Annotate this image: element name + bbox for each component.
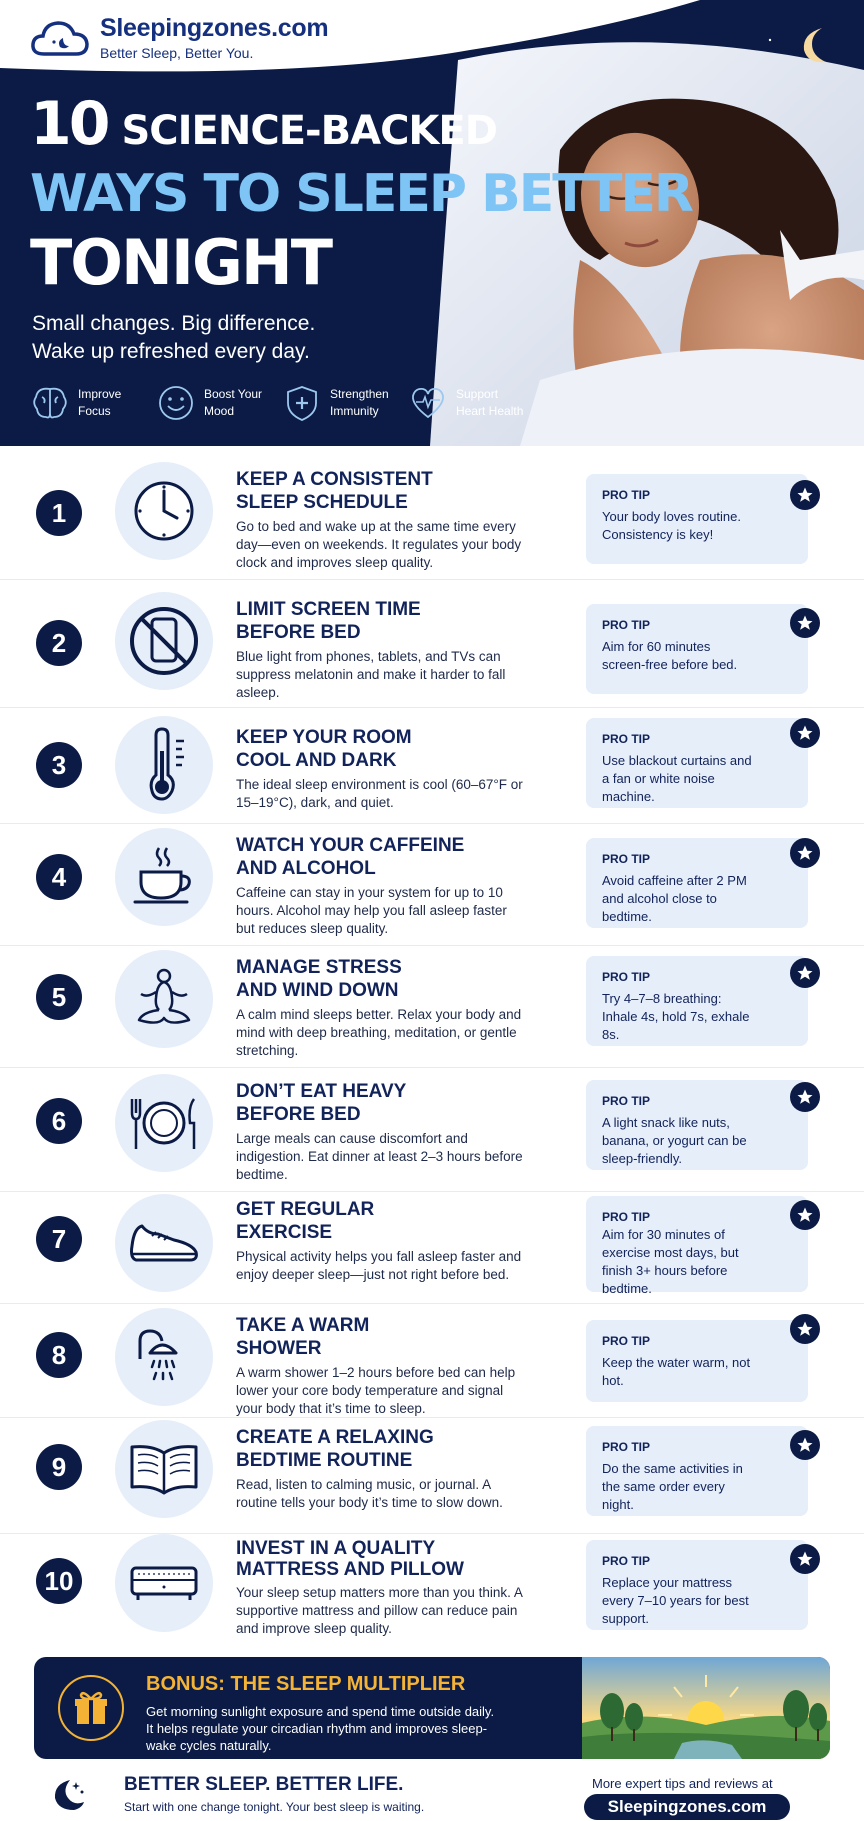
bonus-banner [34,1657,830,1759]
coffee-cup-icon [129,842,199,912]
tip-icon-circle [115,1194,213,1292]
pro-tip-label: PRO TIP [602,1554,651,1568]
brand-logo[interactable] [30,14,328,61]
benefit-mood [156,383,266,423]
benefit-focus-line2: Focus [78,404,111,418]
pro-tip-card [586,1320,808,1402]
star-icon [790,1200,820,1230]
tip-title-line1: INVEST IN A QUALITY [236,1538,436,1559]
tip-title-line2: AND ALCOHOL [236,858,376,879]
tip-title-line1: KEEP YOUR ROOM [236,727,412,748]
shield-icon [282,383,322,423]
pro-tip-card [586,1540,808,1630]
benefit-immunity-line1: Strengthen [330,387,389,401]
tip-title-line2: MATTRESS AND PILLOW [236,1559,464,1580]
tip-item [0,1534,864,1642]
tip-title-line2: EXERCISE [236,1222,333,1243]
pro-tip-label: PRO TIP [602,618,651,632]
meditation-icon [129,964,199,1034]
pro-tip-card [586,956,808,1046]
benefit-mood-line1: Boost Your [204,387,263,401]
tip-item [0,708,864,824]
tip-description: Physical activity helps you fall asleep faster and enjoy deeper sleep—just not right before bed. [236,1249,522,1282]
tip-title-line2: BEDTIME ROUTINE [236,1450,413,1471]
hero-banner [0,0,864,446]
tip-item [0,1192,864,1304]
tip-number: 6 [36,1098,82,1144]
heart-icon [408,383,448,423]
mattress-icon [126,1558,202,1608]
tips-list [0,452,864,1642]
brand-name: Sleepingzones.com [100,14,329,42]
tip-title-line1: MANAGE STRESS [236,957,402,978]
star-icon [790,1314,820,1344]
footer-more-text: More expert tips and reviews at [592,1776,773,1791]
headline-line-3: TONIGHT [30,226,332,299]
benefit-immunity-line2: Immunity [330,404,379,418]
pro-tip-text: Aim for 60 minutes screen-free before bed. [602,639,738,672]
tip-title-line1: WATCH YOUR CAFFEINE [236,835,465,856]
pro-tip-card [586,604,808,694]
pro-tip-card [586,474,808,564]
smile-icon [156,383,196,423]
tip-number: 3 [36,742,82,788]
shower-icon [134,1325,194,1389]
crescent-moon-icon [796,24,836,68]
pro-tip-text: A light snack like nuts, banana, or yogurt can be sleep-friendly. [602,1115,747,1166]
benefits-row [30,383,536,423]
tip-item [0,1418,864,1534]
book-icon [126,1441,202,1497]
tip-item [0,452,864,580]
benefit-mood-line2: Mood [204,404,235,418]
clock-icon [129,476,199,546]
tip-description: A calm mind sleeps better. Relax your body and mind with deep breathing, meditation, or gentle stretching. [236,1007,522,1058]
star-icon [790,718,820,748]
footer-title: BETTER SLEEP. BETTER LIFE. [124,1774,404,1795]
hero-subtitle-line-1: Small changes. Big difference. [32,312,316,335]
hero-subtitle [32,310,315,366]
pro-tip-card [586,1080,808,1170]
tip-title-line2: SLEEP SCHEDULE [236,492,408,513]
tip-number: 7 [36,1216,82,1262]
pro-tip-card [586,1196,808,1296]
moon-stars-icon [48,1774,88,1814]
star-icon [790,1430,820,1460]
pro-tip-label: PRO TIP [602,1094,651,1108]
tip-number: 9 [36,1444,82,1490]
star-icon [790,1544,820,1574]
tip-description: A warm shower 1–2 hours before bed can help lower your core body temperature and signal your body that it’s time to sleep. [236,1365,516,1416]
tip-number: 10 [36,1558,82,1604]
bonus-title: BONUS: THE SLEEP MULTIPLIER [146,1673,466,1695]
pro-tip-label: PRO TIP [602,970,651,984]
tip-title-line1: TAKE A WARM [236,1315,370,1336]
headline-number: 10 [30,89,108,159]
tip-title-line2: BEFORE BED [236,622,361,643]
star-icon [790,480,820,510]
tip-title-line1: CREATE A RELAXING [236,1427,434,1448]
benefit-focus [30,383,140,423]
pro-tip-label: PRO TIP [602,852,651,866]
pro-tip-text: Use blackout curtains and a fan or white noise machine. [602,753,752,804]
pro-tip-label: PRO TIP [602,1334,651,1348]
tip-item [0,824,864,946]
tip-item [0,1304,864,1418]
pro-tip-card [586,718,808,808]
plate-icon [126,1093,202,1153]
brand-tagline: Better Sleep, Better You. [100,45,254,61]
footer-subtitle: Start with one change tonight. Your best sleep is waiting. [124,1800,425,1814]
tip-title-line1: GET REGULAR [236,1199,375,1220]
tip-description: The ideal sleep environment is cool (60–67°F or 15–19°C), dark, and quiet. [236,777,523,810]
pro-tip-text: Aim for 30 minutes of exercise most days, but finish 3+ hours before bedtime. [602,1227,739,1296]
tip-title-line1: LIMIT SCREEN TIME [236,599,421,620]
tip-description: Go to bed and wake up at the same time every day—even on weekends. It regulates your body clock and improves sleep quality. [236,519,522,570]
tip-number: 5 [36,974,82,1020]
pro-tip-text: Try 4–7–8 breathing: Inhale 4s, hold 7s, exhale 8s. [602,991,750,1042]
tip-number: 2 [36,620,82,666]
page-title [30,89,692,299]
tip-description: Large meals can cause discomfort and indigestion. Eat dinner at least 2–3 hours before bedtime. [236,1131,523,1182]
benefit-heart-line1: Support [456,387,499,401]
pro-tip-card [586,838,808,928]
tip-description: Caffeine can stay in your system for up to 10 hours. Alcohol may help you fall asleep faster but reduces sleep quality. [236,885,507,936]
pro-tip-label: PRO TIP [602,732,651,746]
no-phone-icon [126,603,202,679]
tip-description: Blue light from phones, tablets, and TVs can suppress melatonin and make it harder to fall asleep. [236,649,506,700]
pro-tip-text: Avoid caffeine after 2 PM and alcohol close to bedtime. [602,873,747,924]
pro-tip-text: Replace your mattress every 7–10 years for best support. [602,1575,749,1626]
tip-number: 4 [36,854,82,900]
pro-tip-text: Do the same activities in the same order every night. [602,1461,743,1512]
pro-tip-card [586,1426,808,1516]
pro-tip-label: PRO TIP [602,488,651,502]
tip-description: Your sleep setup matters more than you think. A supportive mattress and pillow can reduce pain and improve sleep quality. [236,1585,523,1636]
tip-icon-circle [115,462,213,560]
benefit-focus-line1: Improve [78,387,122,401]
tip-item [0,1068,864,1192]
headline-line-1: SCIENCE-BACKED [121,108,497,154]
tip-number: 1 [36,490,82,536]
benefit-heart [408,383,536,423]
tip-icon-circle [115,1308,213,1406]
pro-tip-text: Keep the water warm, not hot. [602,1355,751,1388]
tip-icon-circle [115,1534,213,1632]
thermometer-icon [134,727,194,803]
tip-title-line1: KEEP A CONSISTENT [236,469,433,490]
sneaker-icon [128,1218,200,1268]
tip-item [0,946,864,1068]
pro-tip-label: PRO TIP [602,1440,651,1454]
tip-description: Read, listen to calming music, or journal. A routine tells your body it’s time to slow down. [236,1477,503,1510]
tip-number: 8 [36,1332,82,1378]
star-icon [790,1082,820,1112]
tip-title-line2: SHOWER [236,1338,322,1359]
tip-icon-circle [115,1074,213,1172]
star-icon [790,958,820,988]
gift-icon [58,1675,124,1741]
tip-icon-circle [115,716,213,814]
tip-icon-circle [115,828,213,926]
headline-line-2: WAYS TO SLEEP BETTER [30,164,692,224]
brain-icon [30,383,70,423]
sunrise-landscape-image [582,1657,830,1759]
pro-tip-label: PRO TIP [602,1210,651,1224]
website-link-button[interactable]: Sleepingzones.com [584,1794,790,1820]
pro-tip-text: Your body loves routine. Consistency is key! [602,509,742,542]
tip-title-line2: AND WIND DOWN [236,980,399,1001]
tip-item [0,580,864,708]
tip-title-line1: DON’T EAT HEAVY [236,1081,407,1102]
tip-title-line2: COOL AND DARK [236,750,397,771]
footer [0,1764,864,1821]
benefit-heart-line2: Heart Health [456,404,524,418]
tip-title-line2: BEFORE BED [236,1104,361,1125]
hero-subtitle-line-2: Wake up refreshed every day. [32,340,310,363]
star-icon [790,608,820,638]
tip-icon-circle [115,592,213,690]
cloud-moon-icon [30,16,90,60]
bonus-text: Get morning sunlight exposure and spend time outside daily. It helps regulate your circadian rhythm and improves sleep-wake cycles naturally. [146,1704,495,1753]
tip-icon-circle [115,950,213,1048]
tip-icon-circle [115,1420,213,1518]
benefit-immunity [282,383,392,423]
star-icon [790,838,820,868]
